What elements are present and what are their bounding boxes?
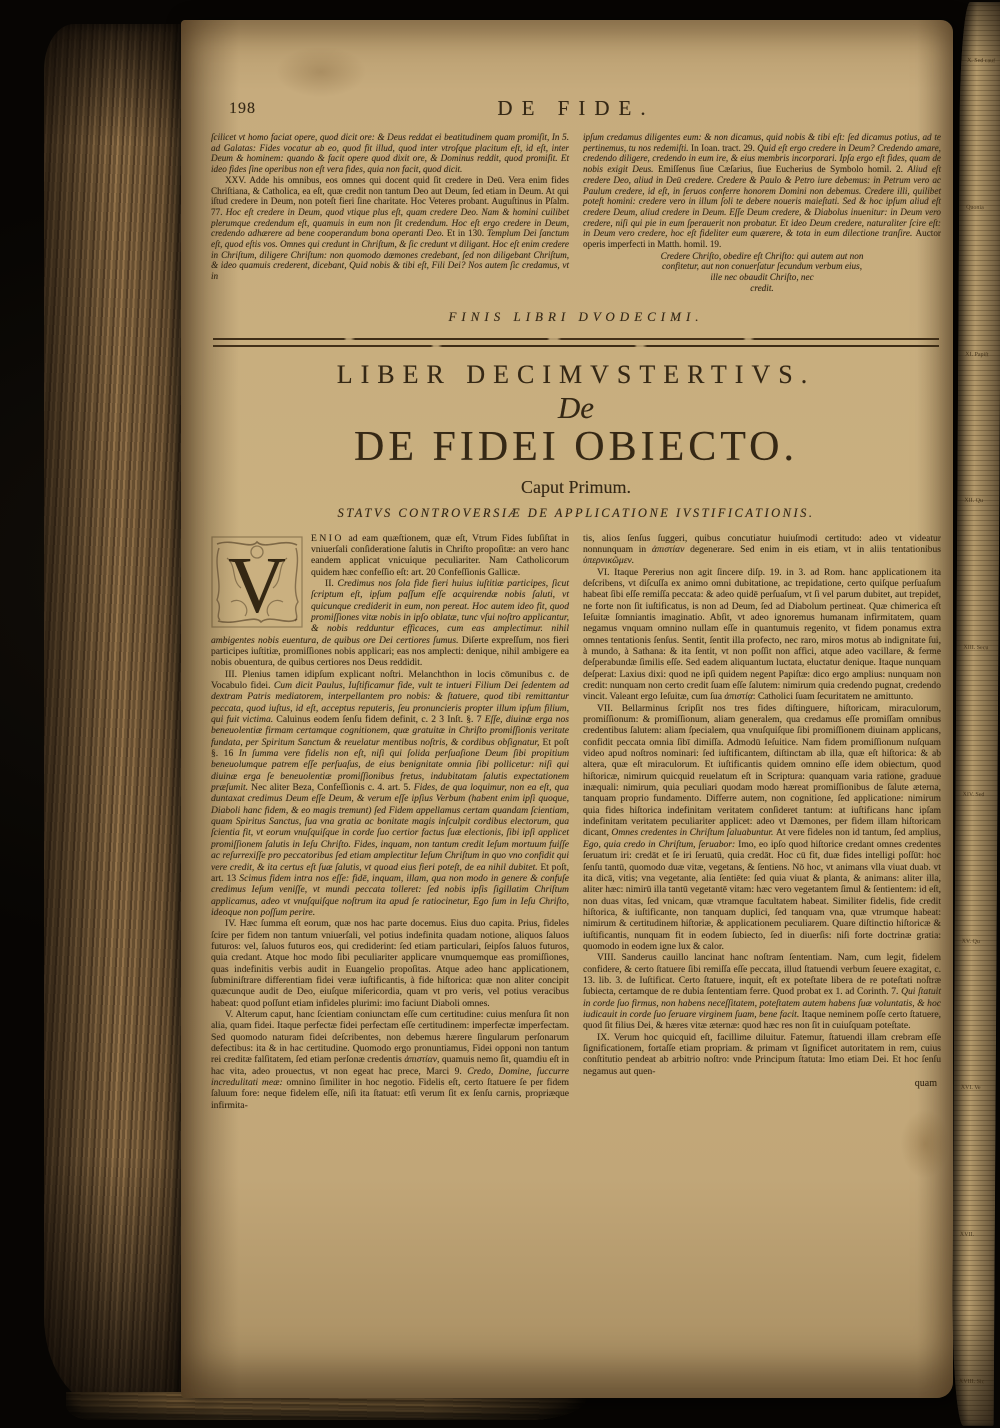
top-left-column [211,132,569,294]
svg-text:V: V [228,541,286,628]
colophon-taper: Credere Chriſto, obedire eſt Chriſto: qui autem aut non confitetur, aut non conuerſatur ſecundum verbum eius, ille nec obaudit Chriſto, nec credit. [660,250,864,293]
page-stack-fore-edge [44,24,186,1406]
running-title: DE FIDE. [497,96,655,120]
chapter-main-title: DE FIDEI OBIECTO. [353,423,799,470]
paragraph: VI. Itaque Pererius non agit ſincere diſp. 19. in 3. ad Rom. hanc applicationem ita deſcribens, vt diſcuſſa ex animo omni dubitatione, ac trepidatione, certo quiſque perſuaſum habeat ſibi eſſe remiſſa peccata: & adeo quidē perſuaſum, vt ſi vel parum dubitet, aut trepidet, ne forte non ſit iuſtificatus, is non ad Deum, ſed ad Diabolum pertineat. Quæ chimerica eſt Ieſuitæ ſomniantis imaginatio. Abſit, vt adeo ignoremus humanam infirmitatem, quam negamus vnquam omnino nullam eſſe in quantumuis regenito, vt fidem ponamus extra omnes tentationis ſenſus. Sentit, ſentit illa profecto, nec raro, miros motus ab indignitate ſui, à mundo, à Sathana: & ita ſentit, vt non poſſit non affici, atque adeo vacillare, & ferme deſperabundæ ſimilis eſſe. Sed eadem aliquantum luctata, eluctatur denique. Itaque nunquam deſperat: Laxius dixi: quod ne ipſi quidem negent Papiſtæ: dico ergo amplius: nunquam non credit: nunquam non certo credit ſuam eſſe ſalutem: nimirum quia credendo pugnat, credendo vincit. Valeant ergo Ieſuitæ, cum ſua ἀπιστίᾳ: Catholici ſuam ſecuritatem ne amittunto. [583,566,941,703]
paragraph: VIII. Sanderus cauillo lancinat hanc noſtram ſententiam. Nam, cum legit, fidelem confidere, & certo ſtatuere ſibi remiſſa eſſe peccata, illud ſtatuendi verbum ſeuere exagitat, c. 13. lib. 3. de Iuſtificat. Certo ſtatuere, inquit, eſt ex poteſtate libera de re poteſtati noſtræ ſubiecta, certamque de re dubia ſententiam ferre. Quod probat ex 1. ad Corinth. 7. Qui ſtatuit in corde ſuo firmus, non habens neceſſitatem, poteſtatem autem habens ſuæ voluntatis, & hoc iudicauit in corde ſuo ſeruare virginem ſuam, bene facit. Itaque neminem poſſe certo ſtatuere, quod ſit filius Dei, & hæres vitæ æternæ: quod hæc res non ſit in cuiuſquam poteſtate. [583,952,941,1032]
page-header [211,96,941,126]
body-right-column [583,533,941,1112]
paragraph: III. Plenius tamen idipſum explicant noſtri. Melanchthon in locis cōmunibus c. de Vocabulo fidei. Cum dicit Paulus, Iuſtificamur fide, vult te intueri Filium Dei ſedentem ad dextram Patris mediatorem, interpellantem pro nobis: & ſtatuere, quod tibi remittantur peccata, quod iuſtus, id eſt, acceptus reputeris, ſeu pronuncieris propter illum ipſum filium, qui fuit victima. Caluinus eodem ſenſu fidem definit, c. 2 3 Inſt. §. 7 Eſſe, diuinæ erga nos beneuolentiæ firmam certamque cognitionem, quæ gratuitæ in Chriſto promiſſionis veritate fundata, per Spiritum Sanctum & reuelatur mentibus noſtris, & cordibus obſignatur, Et poſt §. 16 In ſumma vere fidelis non eſt, niſi qui ſolida perſuaſione Deum ſibi propitium beneuolumque patrem eſſe perſuaſus, de eius benignitate omnia ſibi pollicetur: niſi qui diuinæ erga ſe beneuolentiæ promiſſionibus fretus, indubitatam ſalutis expectationem præſumit. Nec aliter Beza, Confeſſionis c. 4. art. 5. Fides, de qua loquimur, non ea eſt, qua duntaxat credimus Deum eſſe Deum, & verum eſſe ipſius Verbum (habent enim ipſi quoque, Diaboli hanc fidem, & eo magis tremunt) ſed Fidem appellamus certam quandam ſcientiam, quam Spiritus Sanctus, ſua vna gratia ac bonitate magis inſculpit cordibus electorum, qua ſcientia fit, vt eorum vnuſquiſque in corde ſuo certior factus ſuæ electionis, ſibi ipſi applicet promiſſionem ſalutis in Ieſu Chriſto. Fides, inquam, non tantum credit Ieſum mortuum fuiſſe ac reſurrexiſſe pro peccatoribus ſed etiam amplectitur Ieſum Chriſtum in quo vno confidit qui vere credit, & ita certus eſt ſuæ ſalutis, vt quoad eius fieri poteſt, de ea nihil dubitet. Et poſt, art. 13 Scimus fidem intra nos eſſe: fidē, inquam, illam, qua non modo in genere & confuſe credimus Ieſum veniſſe, vt mundi peccata tolleret: ſed nobis ipſis ſigillatim Chriſtum applicamus, adeo vt vnuſquiſque noſtrum ita apud ſe ratiocinetur, Ego ſum in Ieſu Chriſto, ideoque non poſſum perire. [211,668,569,918]
paragraph: ipſum credamus diligentes eum: & non dicamus, quid nobis & tibi eſt: ſed dicamus potius, ad te pertinemus, tu nos redemiſti. In Ioan. tract. 29. Quid eſt ergo credere in Deum? Credendo amare, credendo diligere, credendo in eum ire, & eius membris incorporari. Ipſa ergo eſt fides, quam de nobis exigit Deus. Emiſſenus ſiue Cæſarius, ſiue Eucherius de Symbolo homil. 2. Aliud eſt credere Deo, aliud in Deū credere. Credere & Paulo & Petro iure debemus: in Petrum vero ac Paulum credere, id eſt, in ſeruos conferre honorem Domini non debemus. Credere illi, quilibet poteſt homini: credere vero in illum ſoli te debere noueris maieſtati. Sed & hoc ipſum aliud eſt credere Deum, aliud credere in Deum. Eſſe Deum credere, & Diabolus inuenitur: in Deum vero credere, niſi qui pie in eum ſperauerit non probatur. Et ideo Deum credere, naturaliter ſcire eſt: in Deum vero credere, hoc eſt fideliter eum quærere, & tota in eum dilectione tranſire. Auctor operis imperfecti in Matth. homil. 19. [583,132,942,250]
paragraph: V ENIO ad eam quæſtionem, quæ eſt, Vtrum Fides ſubſiſtat in vniuerſali conſideratione ſalutis in Chriſto propoſitæ: an vero hanc eandem applicat vnicuique peculiariter. Nam Catholicorum quidem hæc confeſſio eſt: art. 20 Confeſſionis Gallicæ. [211,533,569,578]
next-page-text-fragments: X. Sed cauf Quonia XI. Papiſt XII. Qu XIII. Secu XIV. Sed XV. Qu XVI. Ve XVII. XVIII. Sic [958,57,996,1386]
paragraph: tis, alios ſenſus ſuggeri, quibus concutiatur huiuſmodi certitudo: adeo vt videatur nonnunquam in ἀπιστίαν degenerare. Sed enim in eis etiam, vt in aliis tentationibus ὑπερνικῶμεν. [583,532,941,567]
next-page-edge [952,2,1000,1426]
paragraph: IV. Hæc ſumma eſt eorum, quæ nos hac parte docemus. Eius duo capita. Prius, fideles ſcire per fidem non tantum vniuerſali, vel potius indefinita quadam notione, aliquos ſaluos futuros: vel, ſaluos futuros eos, qui crediderint: ſed etiam particulari, ſeipſos ſaluos futuros, quia credant. Atque hoc modo ſibi peculiariter applicare vnumquemque eas promiſſiones, quas indefinitis verbis audit in Euangelio propoſitas. Atque adeo hanc applicationem, ſubminiſtrare differentiam fidei veræ iuſtificantis, à fide hiſtorica: quæ non aliter concipit quæcunque audit de Deo, eiuſque miſericordia, quam vt pro veris, vel potius veracibus habeat: quod poſſunt etiam infideles plurimi: imo faciunt Diaboli omnes. [211,918,569,1009]
paragraph: VII. Bellarminus ſcripſit nos tres fides diſtinguere, hiſtoricam, miraculorum, promiſſionum: & promiſſionum, aliam generalem, qua credamus eſſe promiſſam omnibus credentibus ſalutem: aliam ſpecialem, qua vnuſquiſque ſibi promiſſionem diuinam applicans, confidit peccata omnia ſibī dimiſſa. Admodū Ieſuitice. Nam fidem promiſſionum nuſquam video apud noſtros nominari: ſed iuſtificantem, diſtinctam ab illa, quæ eſt hiſtorica: & ab altera, quæ eſt miraculorum. Et iuſtificantis quidem omnino eſſe idem obiectum, quod hiſtoricæ, nimirum quicquid reuelatum eſt in Scriptura: quanquam varia ratione, graduue inæquali: nimirum, quia peculiari quodam modo hæreat promiſſionibus de ſalute æterna, tanquam proprio fundamento. Differre autem, non cognitione, ſed applicatione: nimirum quia fides hiſtorica indefinitam veritatem conſideret tantum: at iuſtificans hanc ipſam indefinitam veritatem peculiariter applicet: adeo vt Dæmones, per fidem illam hiſtoricam dicant, Omnes credentes in Chriſtum ſaluabuntur. At vere fideles non id tantum, ſed amplius, Ego, quia credo in Chriſtum, ſeruabor: Imo, eo ipſo quod hiſtorice credant omnes credentes ſeruatum iri: credāt et ſe iri ſeruatū, quia credāt. Hoc cū fit, duæ fides intelligi poſſūt: hoc ſenſu tantū, quomodo duæ vitæ, vegetans, & ſentiens. Nō hoc, vt animans vlla viuat duab. vt ita dicā, vitis; vna vegetante, alia ſentiēte: ſed quia viuat & planta, & animans: aliter illa, aliter hæc: nimirū illa tantū vegetantē vitam: hæc vero vegetantem ſimul & ſentientem: id eſt, non duas vitas, ſed vnicam, quæ vtramque facultatem habeat. Similiter fidelis, fide credit hiſtorica, & iuſtificante, non tanquam duplici, ſed tanquam vna, quæ vtrumque habeat: nimirum & certitudinem hiſtoriæ, & applicationem peculiarem. Quare diſtinctio hiſtoricæ & iuſtificantis, nunquam fit in eodem ſubiecto, ſed in diuerſis: niſi forte doctrinæ gratia: quomodo in eodem igne lux & calor. [583,702,942,952]
caput-heading: Caput Primum. [520,476,631,497]
page-number: 198 [229,100,256,117]
paragraph: IX. Verum hoc quicquid eſt, facillime diluitur. Fatemur, ſtatuendi illam crebram eſſe ſignificationem, fortaſſe etiam propriam. & primam vt ſignificet autoritatem in rem, cuius conſtitutio pendeat ab arbitrio noſtro: vnde Principum ſtatuta: Imo etiam Dei. Et hoc ſenſu negamus aut quen- [583,1031,941,1077]
de-flourish: De [557,389,595,425]
catchword: quam [914,1078,937,1090]
ornamental-initial-v [211,536,303,628]
top-right-column [583,132,941,294]
paragraph: XXV. Adde his omnibus, eos omnes qui docent quid ſit credere in Deū. Vera enim fides Chriſtiana, & Catholica, ea eſt, quæ credit non tantum Deo aut Deum, ſed etiam in Deum. At qui iſtud credere in Deum, non poteſt fieri ſine charitate. Hoc Veteres probant. Auguſtinus in Pſalm. 77. Hoc eſt credere in Deum, quod vtique plus eſt, quam credere Deo. Nam & homini cuilibet plerumque credendum eſt, quamuis in eum non ſit credendum. Hoc eſt ergo credere in Deum, credendo adhærere ad bene cooperandum bona operanti Deo. Et in 130. Templum Dei ſanctum eſt, quod eſtis vos. Omnes qui credunt in Chriſtum, & ſic credunt vt diligant. Hoc eſt enim credere in Chriſtum, diligere Chriſtum: non quomodo dæmones credebant, ſed non diligebant Chriſtum, & ideo quamuis crederent, dicebant, Quid nobis & tibi eſt, Fili Dei? Nos autem ſic credamus, vt in [211,174,570,282]
paragraph: ſcilicet vt homo faciat opere, quod dicit ore: & Deus reddat ei beatitudinem quam promiſit, In 5. ad Galatas: Fides vocatur ab eo, quod fit illud, quod inter vtroſque placitum eſt, id eſt, inter Deum & hominem: quando & facit opere quod dixit ore, & Dominus reddit, quod promiſit. Et ideo fides ſine operibus non eſt vera fides, quia non facit, quod dicit. [211,132,569,175]
book-page [181,20,953,1398]
double-rule [213,338,939,347]
chapter-end-columns [211,132,941,294]
book-title: LIBER DECIMVSTERTIVS. [336,359,816,389]
status-subtitle: STATVS CONTROVERSIÆ DE APPLICATIONE IVSTIFICATIONIS. [337,505,815,520]
finis-line: FINIS LIBRI DVODECIMI. [448,308,704,324]
body-columns [211,533,941,1112]
body-left-column [211,533,569,1112]
paragraph: II. Credimus nos ſola fide fieri huius iuſtitiæ participes, ſicut ſcriptum eſt, ipſum paſſum eſſe acquirendæ nobis ſaluti, vt quicunque crediderit in eum, non pereat. Hoc autem ideo fit, quod promiſſiones vitæ nobis in ipſo oblatæ, tunc vſui noſtro applicantur, & nobis redduntur efficaces, cum eas amplectimur. nihil ambigentes nobis euentura, de quibus ore Dei certiores ſumus. Diſerte expreſſum, nos fieri participes iuſtitiæ, promiſſiones nobis applicari; eas nos amplecti: denique, nihil ambigere ea nobis obuentura, de quibus certiores nos Deus reddidit. [211,577,569,669]
paragraph: V. Alterum caput, hanc ſcientiam coniunctam eſſe cum certitudine: cuius menſura ſit non alia, quam fidei. Itaque perfectæ fidei perfectam eſſe certitudinem: imperfectæ imperfectam. Sed quomodo naturam fidei deſcribentes, non debemus hærere ſingularum perſonarum defectibus: ita & in hac certitudine. Quomodo ergo pronuntiamus, Fidei opponi non tantum rei creditæ falſitatem, ſed etiam perſonæ credentis ἀπιστίαν, quamuis nemo ſit, quamdiu eſt in hac vita, adeo prouectus, vt non egeat hac prece, Marci 9. Credo, Domine, ſuccurre incredulitati meæ: omnino ſimiliter in hoc negotio. Fidelis eſt, certo ſtatuere ſe per fidem ſaluum fore: neque fidelem eſſe, niſi ita ſtatuat: etſi verum ſit ex ſenſu carnis, propriæque infirmita- [211,1008,569,1111]
